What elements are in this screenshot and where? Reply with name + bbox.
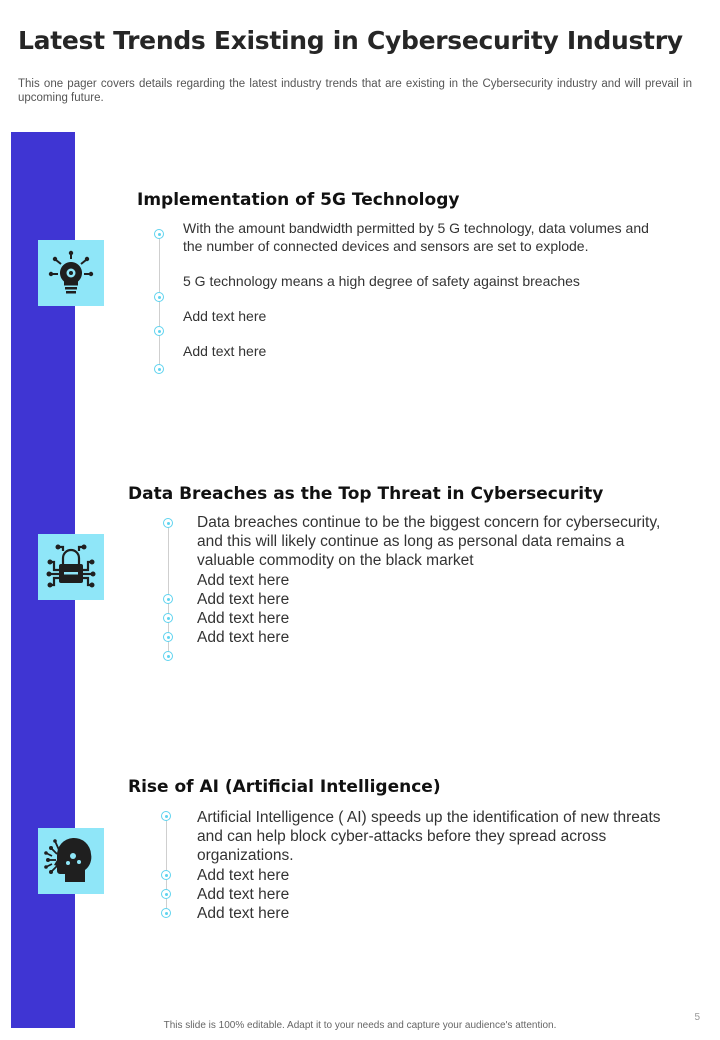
timeline-dot xyxy=(161,889,171,899)
footer-note: This slide is 100% editable. Adapt it to your needs and capture your audience's attention. xyxy=(163,1020,557,1031)
section-icon-box xyxy=(38,828,104,894)
timeline-dot xyxy=(161,870,171,880)
timeline-dot xyxy=(161,811,171,821)
timeline-dot xyxy=(154,364,164,374)
timeline-dot xyxy=(163,594,173,604)
list-item: Add text here xyxy=(183,343,267,359)
list-item: Add text here xyxy=(183,308,267,324)
section-heading: Data Breaches as the Top Threat in Cybersecurity xyxy=(128,484,604,504)
circuit-lock-icon xyxy=(46,542,96,592)
timeline-dot xyxy=(154,229,164,239)
lightbulb-gear-icon xyxy=(47,249,95,297)
page-number: 5 xyxy=(694,1012,700,1023)
page-title: Latest Trends Existing in Cybersecurity Industry xyxy=(18,26,683,55)
timeline-dot xyxy=(161,908,171,918)
list-item: Artificial Intelligence ( AI) speeds up the identification of new threats and can help block cyber-attacks before they spread across organizations. xyxy=(197,809,661,865)
list-item: 5 G technology means a high degree of safety against breaches xyxy=(183,273,580,289)
page-subtitle: This one pager covers details regarding the latest industry trends that are existing in the Cybersecurity industry and will prevail in upcoming future. xyxy=(18,78,692,104)
list-item: Add text here xyxy=(197,867,290,884)
list-item: Add text here xyxy=(197,629,290,646)
list-item: Add text here xyxy=(197,610,290,627)
timeline-dot xyxy=(154,292,164,302)
timeline-dot xyxy=(163,613,173,623)
list-item: Add text here xyxy=(197,886,290,903)
timeline-dot xyxy=(163,518,173,528)
timeline-dot xyxy=(163,632,173,642)
list-item: With the amount bandwidth permitted by 5 G technology, data volumes and the number of connected devices and sensors are set to explode. xyxy=(183,220,649,254)
list-item: Add text here xyxy=(197,905,290,922)
section-heading: Rise of AI (Artificial Intelligence) xyxy=(128,777,441,797)
list-item: Data breaches continue to be the biggest concern for cybersecurity, and this will likely continue as long as personal data remains a valuable commodity on the black market xyxy=(197,514,661,570)
list-item: Add text here xyxy=(197,572,290,589)
timeline-dot xyxy=(154,326,164,336)
timeline-dot xyxy=(163,651,173,661)
ai-head-icon xyxy=(43,836,99,886)
section-icon-box xyxy=(38,534,104,600)
list-item: Add text here xyxy=(197,591,290,608)
section-icon-box xyxy=(38,240,104,306)
section-heading: Implementation of 5G Technology xyxy=(137,190,460,210)
